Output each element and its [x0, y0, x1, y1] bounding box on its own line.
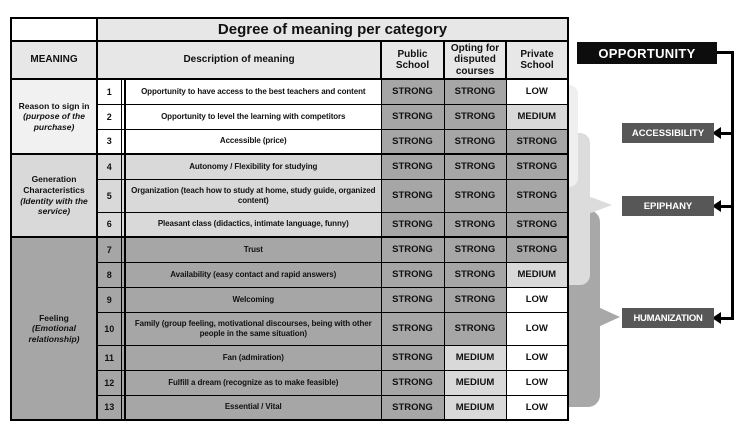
table-row — [11, 154, 568, 179]
degree-private: LOW — [506, 345, 568, 370]
row-number: 4 — [97, 154, 121, 179]
degree-opting: STRONG — [444, 154, 506, 179]
table-row — [11, 79, 568, 104]
description-cell: Family (group feeling, motivational discourses, being with other people in the same situation) — [125, 312, 381, 345]
degree-opting: STRONG — [444, 179, 506, 212]
degree-public: STRONG — [381, 129, 444, 154]
degree-public: STRONG — [381, 179, 444, 212]
degree-opting: STRONG — [444, 104, 506, 129]
row-number: 7 — [97, 237, 121, 262]
row-number: 9 — [97, 287, 121, 312]
description-cell: Trust — [125, 237, 381, 262]
description-cell: Autonomy / Flexibility for studying — [125, 154, 381, 179]
description-cell: Fulfill a dream (recognize as to make feasible) — [125, 370, 381, 395]
header-meaning: MEANING — [11, 41, 97, 79]
degree-private: MEDIUM — [506, 104, 568, 129]
degree-private: LOW — [506, 312, 568, 345]
epiphany-label: EPIPHANY — [622, 196, 714, 216]
table-title: Degree of meaning per category — [97, 18, 568, 41]
row-number: 5 — [97, 179, 121, 212]
arrow-to-accessibility — [720, 132, 734, 135]
header-description: Description of meaning — [97, 41, 381, 79]
group-qualifier: (Identity with the service) — [20, 195, 88, 217]
degree-private: MEDIUM — [506, 262, 568, 287]
degree-opting: STRONG — [444, 212, 506, 237]
degree-public: STRONG — [381, 212, 444, 237]
degree-opting: MEDIUM — [444, 395, 506, 420]
description-cell: Welcoming — [125, 287, 381, 312]
degree-opting: STRONG — [444, 262, 506, 287]
description-cell: Availability (easy contact and rapid answers) — [125, 262, 381, 287]
degree-public: STRONG — [381, 370, 444, 395]
callout-pointer-epiphany — [588, 196, 612, 214]
degree-private: LOW — [506, 79, 568, 104]
description-cell: Organization (teach how to study at home, study guide, organized content) — [125, 179, 381, 212]
arrow-to-humanization — [720, 317, 734, 320]
degree-public: STRONG — [381, 345, 444, 370]
callout-pointer-humanization — [598, 307, 620, 327]
degree-private: LOW — [506, 370, 568, 395]
degree-public: STRONG — [381, 237, 444, 262]
degree-opting: MEDIUM — [444, 345, 506, 370]
degree-private: STRONG — [506, 237, 568, 262]
degree-public: STRONG — [381, 154, 444, 179]
degree-public: STRONG — [381, 104, 444, 129]
row-number: 2 — [97, 104, 121, 129]
table-row — [11, 237, 568, 262]
group-qualifier: (purpose of the purchase) — [23, 111, 85, 132]
title-row — [11, 18, 568, 41]
row-number: 11 — [97, 345, 121, 370]
arrow-to-epiphany — [720, 205, 734, 208]
degree-private: STRONG — [506, 212, 568, 237]
row-number: 3 — [97, 129, 121, 154]
degree-public: STRONG — [381, 312, 444, 345]
degree-public: STRONG — [381, 79, 444, 104]
degree-public: STRONG — [381, 262, 444, 287]
degree-opting: STRONG — [444, 287, 506, 312]
description-cell: Fan (admiration) — [125, 345, 381, 370]
corner-blank — [11, 18, 97, 41]
description-cell: Accessible (price) — [125, 129, 381, 154]
header-row — [11, 41, 568, 79]
group-name: Generation Characteristics — [23, 174, 85, 195]
degree-opting: STRONG — [444, 79, 506, 104]
opportunity-label: OPPORTUNITY — [577, 42, 717, 64]
row-number: 6 — [97, 212, 121, 237]
group-name: Feeling — [39, 312, 69, 323]
row-number: 12 — [97, 370, 121, 395]
row-number: 8 — [97, 262, 121, 287]
degree-private: LOW — [506, 395, 568, 420]
degree-opting: MEDIUM — [444, 370, 506, 395]
meaning-group-reason — [11, 79, 97, 154]
degree-private: STRONG — [506, 129, 568, 154]
degree-private: LOW — [506, 287, 568, 312]
meaning-group-feeling — [11, 237, 97, 420]
degree-opting: STRONG — [444, 237, 506, 262]
degree-opting: STRONG — [444, 312, 506, 345]
meaning-group-generation — [11, 154, 97, 237]
group-qualifier: (Emotional relationship) — [28, 323, 80, 344]
row-number: 10 — [97, 312, 121, 345]
row-number: 1 — [97, 79, 121, 104]
humanization-label: HUMANIZATION — [622, 308, 714, 328]
degree-public: STRONG — [381, 287, 444, 312]
degree-public: STRONG — [381, 395, 444, 420]
description-cell: Pleasant class (didactics, intimate language, funny) — [125, 212, 381, 237]
degree-of-meaning-table — [10, 17, 569, 421]
description-cell: Essential / Vital — [125, 395, 381, 420]
group-name: Reason to sign in — [18, 100, 90, 111]
header-public-school: Public School — [381, 41, 444, 79]
meaning-table — [10, 17, 569, 421]
degree-opting: STRONG — [444, 129, 506, 154]
degree-private: STRONG — [506, 154, 568, 179]
accessibility-label: ACCESSIBILITY — [622, 123, 714, 143]
connector-line — [731, 51, 734, 320]
description-cell: Opportunity to have access to the best teachers and content — [125, 79, 381, 104]
row-number: 13 — [97, 395, 121, 420]
degree-private: STRONG — [506, 179, 568, 212]
header-opting-courses: Opting for disputed courses — [444, 41, 506, 79]
description-cell: Opportunity to level the learning with competitors — [125, 104, 381, 129]
header-private-school: Private School — [506, 41, 568, 79]
